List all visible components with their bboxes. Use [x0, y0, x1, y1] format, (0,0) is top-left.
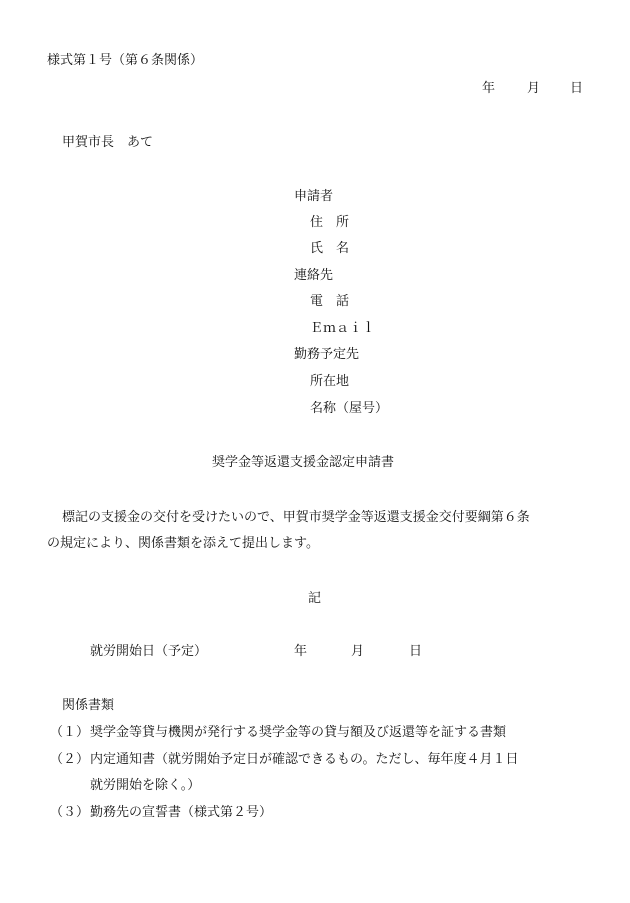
workplace-name-label: 名称（屋号）: [310, 401, 389, 416]
contact-heading: 連絡先: [294, 268, 334, 283]
documents-heading: 関係書類: [62, 698, 115, 713]
body-line-2: の規定により、関係書類を添えて提出します。: [47, 536, 319, 551]
document-item-2-text: 内定通知書（就労開始予定日が確認できるもの。ただし、毎年度４月１日: [90, 752, 519, 767]
applicant-name-label: 氏 名: [310, 241, 350, 256]
date-year-label: 年: [482, 81, 496, 96]
applicant-heading: 申請者: [294, 189, 334, 204]
start-date-year: 年: [294, 644, 308, 659]
body-line-1: 標記の支援金の交付を受けたいので、甲賀市奨学金等返還支援金交付要綱第６条: [62, 510, 530, 525]
document-title: 奨学金等返還支援金認定申請書: [212, 455, 395, 470]
document-item-3-number: （３）: [50, 805, 90, 820]
ki-heading: 記: [308, 591, 322, 606]
addressee: 甲賀市長 あて: [62, 135, 154, 150]
workplace-location-label: 所在地: [310, 374, 350, 389]
contact-email-label: Ｅｍａｉｌ: [310, 321, 376, 336]
start-date-month: 月: [351, 644, 365, 659]
document-item-3-text: 勤務先の宣誓書（様式第２号）: [90, 805, 273, 820]
applicant-address-label: 住 所: [310, 215, 350, 230]
start-date-day: 日: [409, 644, 423, 659]
workplace-heading: 勤務予定先: [294, 347, 360, 362]
document-item-2-number: （２）: [50, 752, 90, 767]
date-day-label: 日: [570, 81, 584, 96]
start-date-label: 就労開始日（予定）: [90, 644, 208, 659]
document-item-1-number: （１）: [50, 725, 90, 740]
form-number: 様式第１号（第６条関係）: [47, 53, 204, 68]
contact-phone-label: 電 話: [310, 294, 350, 309]
document-item-1-text: 奨学金等貸与機関が発行する奨学金等の貸与額及び返還等を証する書類: [90, 725, 507, 740]
date-month-label: 月: [527, 81, 541, 96]
document-item-2-text-continued: 就労開始を除く。）: [90, 778, 201, 793]
